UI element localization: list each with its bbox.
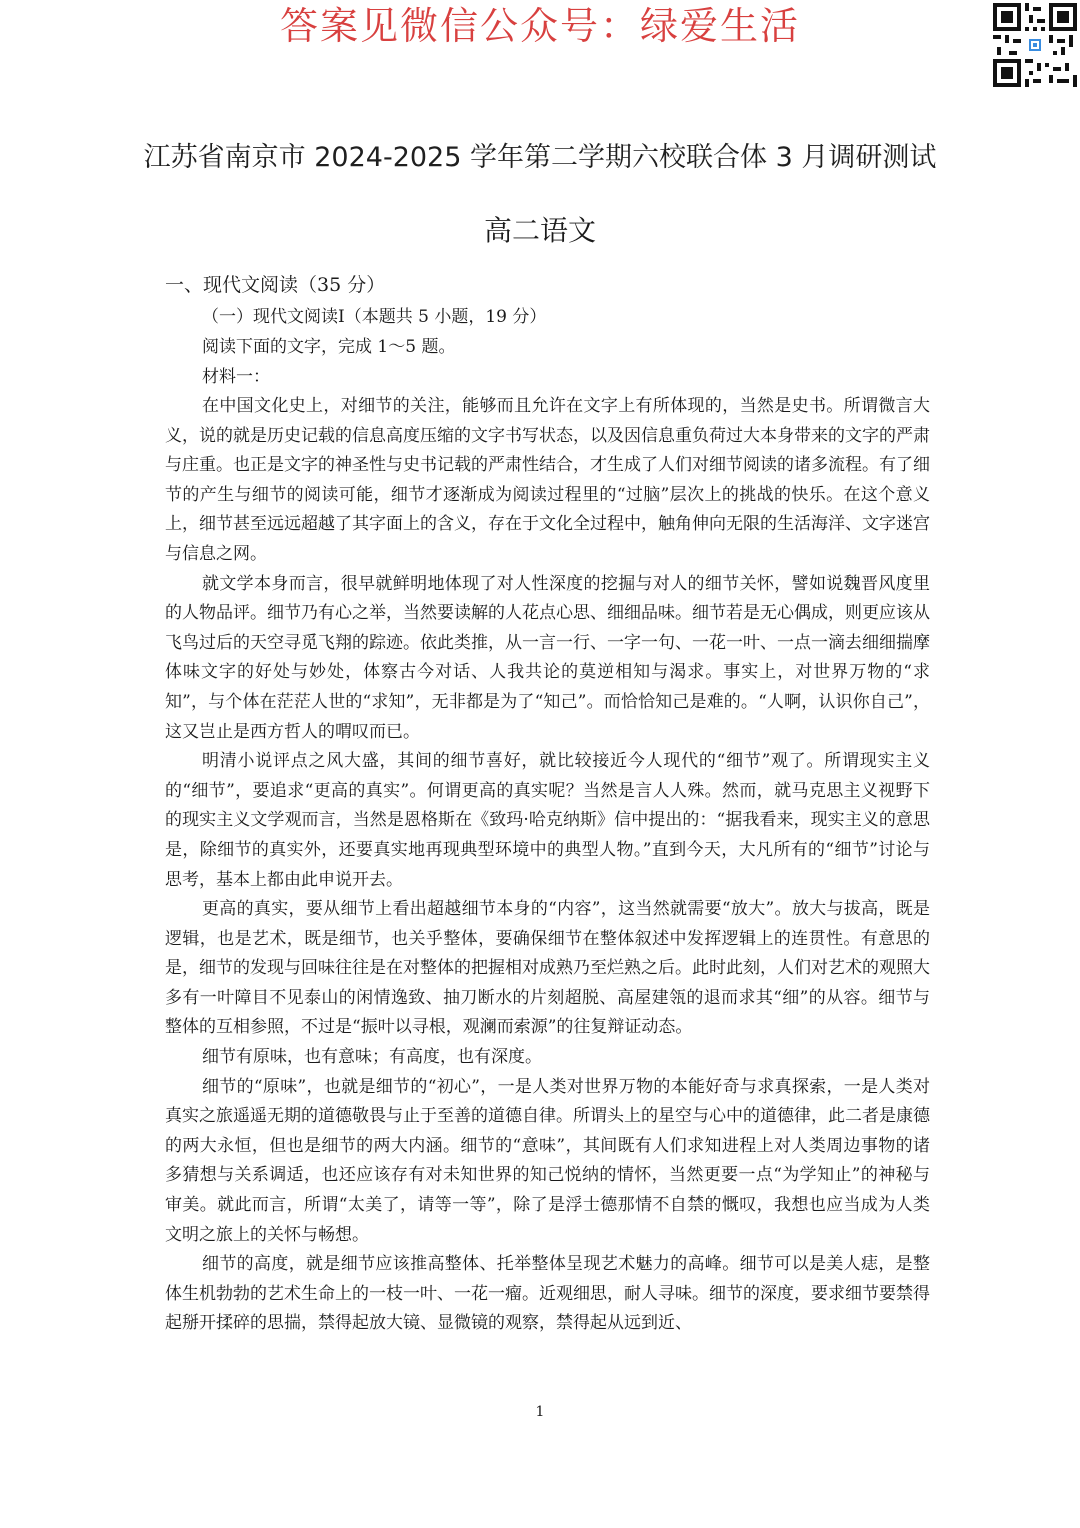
section-heading: 一、现代文阅读（35 分） <box>165 274 386 296</box>
paragraph: 细节的“原味”，也就是细节的“初心”，一是人类对世界万物的本能好奇与求真探索，一是人类对真实之旅遥遥无期的道德敬畏与止于至善的道德自律。所谓头上的星空与心中的道德律，此二者是康德的两大永恒，但也是细节的两大内涵。细节的“意味”，其间既有人们求知进程上对人类周边事物的诸多猜想与关系调适，也还应该存有对未知世界的知己悦纳的情怀，当然更要一点“为学知止”的神秘与审美。就此而言，所谓“太美了，请等一等”，除了是浮士德那情不自禁的慨叹，我想也应当成为人类文明之旅上的关怀与畅想。 <box>165 1076 930 1245</box>
paragraph: 在中国文化史上，对细节的关注，能够而且允许在文字上有所体现的，当然是史书。所谓微言大义，说的就是历史记载的信息高度压缩的文字书写状态，以及因信息重负荷过大本身带来的文字的严肃与庄重。也正是文字的神圣性与史书记载的严肃性结合，才生成了人们对细节阅读的诸多流程。有了细节的产生与细节的阅读可能，细节才逐渐成为阅读过程里的“过脑”层次上的挑战的快乐。在这个意义上，细节甚至远远超越了其字面上的含义，存在于文化全过程中，触角伸向无限的生活海洋、文字迷宫与信息之网。 <box>165 396 930 564</box>
sub-section-heading: （一）现代文阅读Ⅰ（本题共 5 小题，19 分） <box>202 307 547 327</box>
watermark-banner: 答案见微信公众号：绿爱生活 <box>279 4 800 48</box>
paragraph: 更高的真实，要从细节上看出超越细节本身的“内容”，这当然就需要“放大”。放大与拔高，既是逻辑，也是艺术，既是细节，也关乎整体，要确保细节在整体叙述中发挥逻辑上的连贯性。有意思的是，细节的发现与回味往往是在对整体的把握相对成熟乃至烂熟之后。此时此刻，人们对艺术的观照大多有一叶障目不见泰山的闲情逸致、抽刀断水的片刻超脱、高屋建瓴的退而求其“细”的从容。细节与整体的互相参照，不过是“振叶以寻根，观澜而索源”的往复辩证动态。 <box>165 899 930 1038</box>
subject-title: 高二语文 <box>483 214 596 247</box>
paragraph: 明清小说评点之风大盛，其间的细节喜好，就比较接近今人现代的“细节”观了。所谓现实主义的“细节”，要追求“更高的真实”。何谓更高的真实呢？当然是言人人殊。然而，就马克思主义视野下的现实主义文学观而言，当然是恩格斯在《致玛·哈克纳斯》信中提出的：“据我看来，现实主义的意思是，除细节的真实外，还要真实地再现典型环境中的典型人物。”直到今天，大凡所有的“细节”讨论与思考，基本上都由此申说开去。 <box>165 751 930 890</box>
reading-instruction: 阅读下面的文字，完成 1～5 题。 <box>202 337 456 357</box>
material-label: 材料一： <box>202 367 270 387</box>
paragraph: 细节有原味，也有意味；有高度，也有深度。 <box>202 1047 542 1068</box>
paragraph: 细节的高度，就是细节应该推高整体、托举整体呈现艺术魅力的高峰。细节可以是美人痣，是整体生机勃勃的艺术生命上的一枝一叶、一花一瘤。近观细思，耐人寻味。细节的深度，要求细节要禁得起掰开揉碎的思揣，禁得起放大镜、显微镜的观察，禁得起从远到近、 <box>165 1254 930 1334</box>
document-body <box>165 270 930 1339</box>
paragraph: 就文学本身而言，很早就鲜明地体现了对人性深度的挖掘与对人的细节关怀，譬如说魏晋风度里的人物品评。细节乃有心之举，当然要读解的人花点心思、细细品味。细节若是无心偶成，则更应该从飞鸟过后的天空寻觅飞翔的踪迹。依此类推，从一言一行、一字一句、一花一叶、一点一滴去细细揣摩体味文字的好处与妙处，体察古今对话、人我共论的莫逆相知与渴求。事实上，对世界万物的“求知”，与个体在茫茫人世的“求知”，无非都是为了“知己”。而恰恰知己是难的。“人啊，认识你自己”，这又岂止是西方哲人的喟叹而已。 <box>165 573 930 742</box>
qr-code-icon <box>993 3 1077 87</box>
page-title: 江苏省南京市 2024-2025 学年第二学期六校联合体 3 月调研测试 <box>143 142 937 173</box>
page-number: 1 <box>535 1404 545 1420</box>
